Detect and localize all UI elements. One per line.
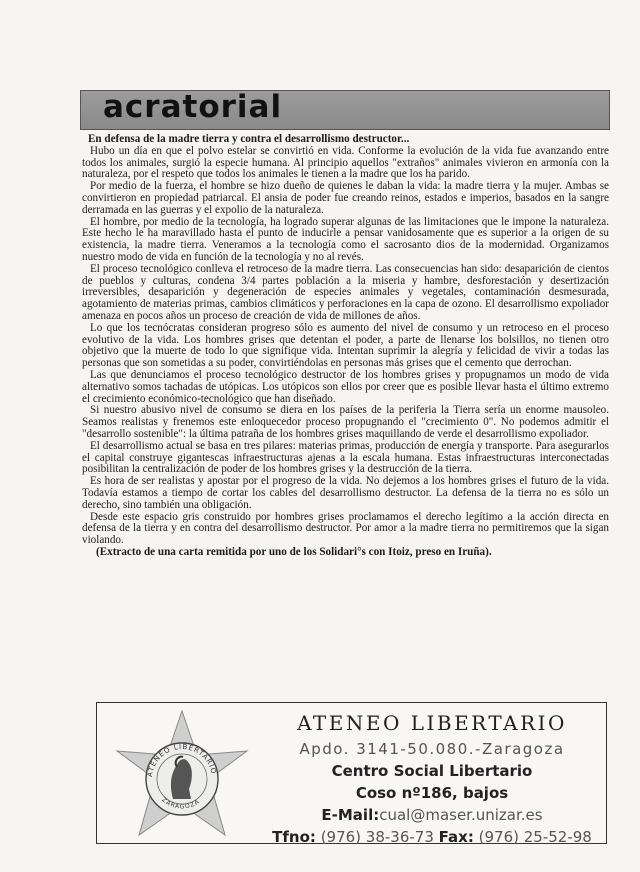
article-paragraph: Si nuestro abusivo nivel de consumo se diera en los países de la periferia la Tierra sería un enorme mausoleo. Seamos realistas y frenemos este enloquecedor proceso propugnando el "crecimiento 0". No podemos admitir el "desarrollo sostenible": la última patraña de los hombres grises maquillando de verde el desarrollismo expoliador.: [82, 404, 609, 440]
article-paragraph: Es hora de ser realistas y apostar por el progreso de la vida. No dejemos a los hombres grises el futuro de la vida. Todavía estamos a tiempo de cortar los cables del desarrollismo destructor. La defensa de la tierra no es sólo un derecho, sino también una obligación.: [82, 475, 609, 511]
fax-label: Fax:: [438, 828, 474, 846]
article-paragraph: Desde este espacio gris construido por hombres grises proclamamos el derecho legítimo a la acción directa en defensa de la tierra y en contra del desarrollismo destructor. Por amor a la madre tierra no permitiremos que la sigan violando.: [82, 510, 609, 547]
article-closing: (Extracto de una carta remitida por uno de los Solidari°s con Itoiz, preso en Iruña).: [96, 545, 492, 558]
article-paragraph: El desarrollismo actual se basa en tres pilares: materias primas, producción de energía y transporte. Para asegurarlos el capital construye gigantescas infraestructuras ajenas a la escala humana. Estas infraestructuras interconectadas posibilitan la centralización de poder de los hombres grises y la destrucción de la tierra.: [82, 439, 609, 476]
postal-address: Apdo. 3141-50.080.-Zaragoza: [299, 740, 565, 758]
svg-text:ATENEO LIBERTARIO: ATENEO LIBERTARIO: [146, 742, 218, 778]
phone-label: Tfno:: [272, 828, 316, 846]
article-paragraph: Lo que los tecnócratas consideran progreso sólo es aumento del nivel de consumo y un retroceso en el proceso evolutivo de la vida. Los hombres grises que detentan el poder, a parte de llenarse los bolsillos, no tienen otro objetivo que la muerte de todo lo que signifique vida. Intentan suprimir la alegría y felicidad de vivir a todas las personas que son sometidas a su poder, convirtiéndolas en personas más grises que el cemento que derrochan.: [82, 321, 609, 370]
article-paragraph: El proceso tecnológico conlleva el retroceso de la madre tierra. Las consecuencias han sido: desaparición de cientos de pueblos y culturas, condena 3/4 partes población a la miseria y hambre, desforestación y desertización irreversibles, desaparición y degeneración de especies animales y vegetales, contaminación desmesurada, agotamiento de materias primas, cambios climáticos y perforaciones en la capa de ozono. El desarrollismo expoliador amenaza en pocos años un proceso de creación de vida de millones de años.: [82, 262, 609, 322]
email-line: [265, 804, 599, 826]
email-address: cual@maser.unizar.es: [379, 806, 543, 824]
article-paragraph: Por medio de la fuerza, el hombre se hizo dueño de quienes le daban la vida: la madre tierra y la mujer. Ambas se convirtieron en propiedad patriarcal. El ansia de poder fue creando reinos, estados e imperios, basados en la sangre derramada en las guerras y el expolio de la naturaleza.: [82, 180, 609, 216]
phone-line: [265, 826, 599, 848]
article: [82, 134, 609, 559]
phone-number: (976) 38-36-73: [320, 828, 434, 846]
email-label: E-Mail:: [321, 806, 380, 824]
svg-text:ZARAGOZA: ZARAGOZA: [160, 796, 202, 811]
article-paragraph: Hubo un día en que el polvo estelar se convirtió en vida. Conforme la evolución de la vida fue avanzando entre todos los animales, surgió la especie humana. Al principio aquellos "extraños" animales vivieron en armonía con la naturaleza, por el respeto que todos los animales le tienen a la madre que los ha parido.: [82, 144, 609, 181]
header-bar: [80, 90, 610, 130]
ateneo-ad-box: [96, 702, 607, 844]
street-address: Coso nº186, bajos: [355, 784, 509, 802]
fax-number: (976) 25-52-98: [478, 828, 592, 846]
organization-name: ATENEO LIBERTARIO: [297, 711, 567, 735]
ateneo-star-logo-icon: [107, 709, 257, 841]
article-paragraph: El hombre, por medio de la tecnología, ha logrado superar algunas de las limitaciones que le impone la naturaleza. Este hecho le ha maravillado hasta el punto de inducirle a pensar vanidosamente que es superior a la origen de su existencia, la madre tierra. Veneramos a la tecnología como el sacrosanto dios de la modernidad. Organizamos nuestro modo de vida en función de la tecnología y no al revés.: [82, 215, 609, 263]
article-subtitle: En defensa de la madre tierra y contra el desarrollismo destructor...: [88, 133, 410, 145]
article-paragraph: Las que denunciamos el proceso tecnológico destructor de los hombres grises y propugnamos un modo de vida alternativo somos tachadas de utópicas. Los utópicos son ellos por creer que es posible llevar hasta el último extremo el crecimiento económico-tecnológico que han diseñado.: [82, 368, 609, 405]
center-name: Centro Social Libertario: [331, 762, 533, 780]
ateneo-contact: [265, 711, 599, 848]
section-title: acratorial: [103, 89, 283, 125]
